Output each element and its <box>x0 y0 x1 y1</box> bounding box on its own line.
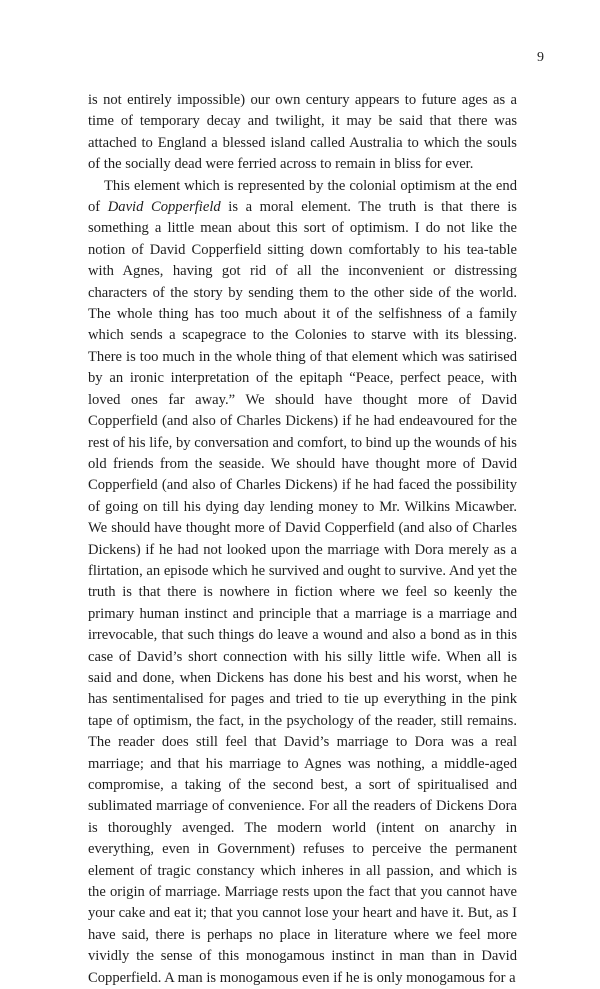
body-text <box>88 90 517 989</box>
paragraph-colonial-optimism <box>88 176 517 989</box>
paragraph-continuation: is not entirely impossible) our own century appears to future ages as a time of temporary decay and twilight, it may be said that there was attached to England a blessed island called Australia to which the souls of the socially dead were ferried across to remain in bliss for ever. <box>88 92 517 173</box>
page-number: 9 <box>537 50 544 65</box>
book-title-italic: David Copperfield <box>107 199 221 216</box>
paragraph-lead-text: This element which is represented by the colonial optimism at the end of <box>88 177 517 216</box>
paragraph-body-text: is a moral element. The truth is that there is something a little mean about this sort of optimism. I do not like the notion of David Copperfield sitting down comfortably to his tea-table with Agnes, having got rid of all the inconvenient or distressing characters of the story by sending them to the other side of the world. The whole thing has too much about it of the selfishness of a family which sends a scapegrace to the Colonies to starve with its blessing. There is too much in the whole thing of that element which was satirised by an ironic interpretation of the epitaph “Peace, perfect peace, with loved ones far away.” We should have thought more of David Copperfield (and also of Charles Dickens) if he had endeavoured for the rest of his life, by conversation and comfort, to bind up the wounds of his old friends from the seaside. We should have thought more of David Copperfield (and also of Charles Dickens) if he had faced the possibility of going on till his dying day lending money to Mr. Wilkins Micawber. We should have thought more of David Copperfield (and also of Charles Dickens) if he had not looked upon the marriage with Dora merely as a flirtation, an episode which he survived and ought to survive. And yet the truth is that there is nowhere in fiction where we feel so keenly the primary human instinct and principle that a marriage is a marriage and irrevocable, that such things do leave a wound and also a bond as in this case of David’s short connection with his silly little wife. When all is said and done, when Dickens has done his best and his worst, when he has sentimentalised for pages and tried to tie up everything in the pink tape of optimism, the fact, in the psychology of the reader, still remains. The reader does still feel that David’s marriage to Dora was a real marriage; and that his marriage to Agnes was nothing, a middle-aged compromise, a taking of the second best, a sort of spiritualised and sublimated marriage of convenience. For all the readers of Dickens Dora is thoroughly avenged. The modern world (intent on anarchy in everything, even in Government) refuses to perceive the permanent element of tragic constancy which inheres in all passion, and which is the origin of marriage. Marriage rests upon the fact that you cannot have your cake and eat it; that you cannot lose your heart and have it. But, as I have said, there is perhaps no place in literature where we feel more vividly the sense of this monogamous instinct in man than in David Copperfield. A man is monogamous even if he is only monogamous for a <box>88 199 517 986</box>
